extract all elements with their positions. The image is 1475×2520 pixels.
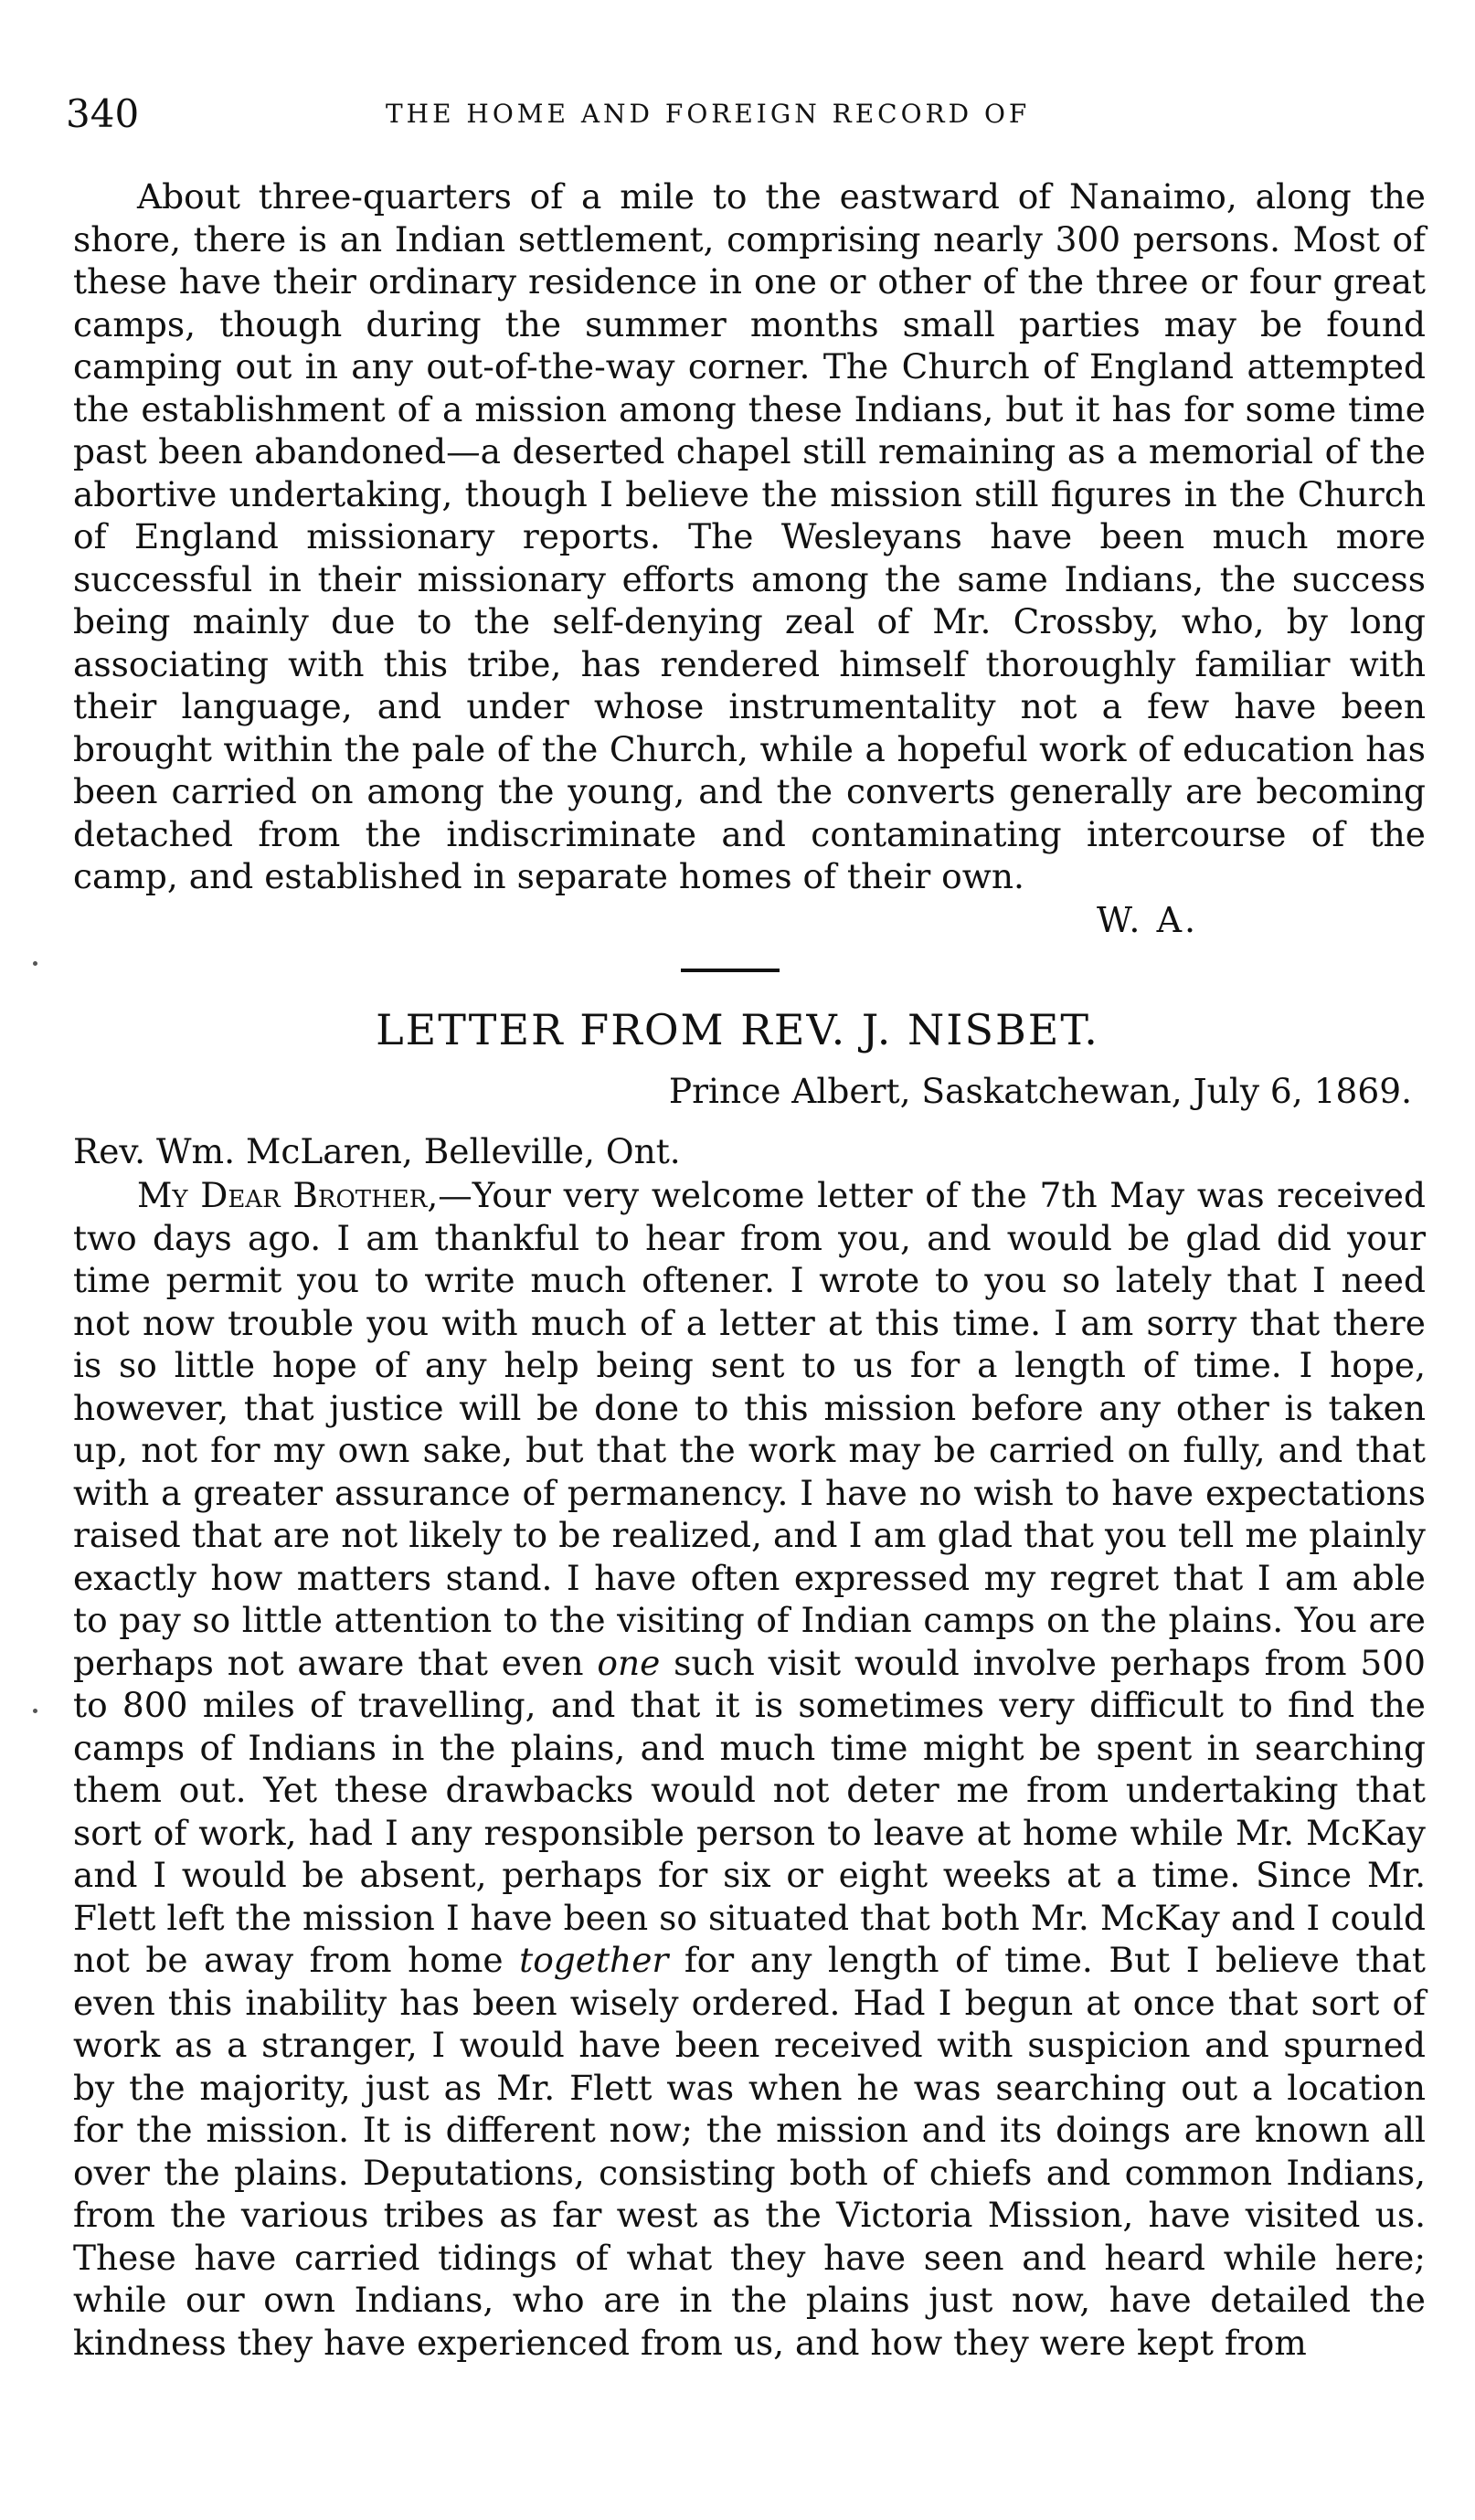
emphasis-one: one: [597, 1642, 661, 1683]
letter-body: [73, 1174, 1426, 2364]
letter-addressee: Rev. Wm. McLaren, Belleville, Ont.: [73, 1131, 681, 1171]
page-header: [66, 91, 1418, 146]
letter-dateline: Prince Albert, Saskatchewan, July 6, 1869.: [668, 1071, 1412, 1111]
margin-mark: [33, 1709, 37, 1713]
letter-text-part-c: for any length of time. But I believe that even this inability has been wisely ordered. Had I begun at once that sort of work as a stranger, I would have been received with suspicion and spurned by the majority, just as Mr. Flett was when he was searching out a location for the mission. It is different now; the mission and its doings are known all over the plains. Deputations, consisting both of chiefs and common Indians, from the various tribes as far west as the Victoria Mission, have visited us. These have carried tidings of what they have seen and heard while here; while our own Indians, who are in the plains just now, have detailed the kindness they have experienced from us, and how they were kept from: [73, 1940, 1426, 2363]
article-signature: W. A.: [1097, 900, 1199, 940]
section-divider: [681, 969, 780, 972]
emphasis-together: together: [519, 1940, 669, 1980]
page-number: 340: [66, 91, 140, 136]
margin-mark: [33, 961, 37, 966]
letter-paragraph: [73, 1174, 1426, 2364]
letter-salutation: My Dear Brother,: [137, 1175, 439, 1215]
running-head: THE HOME AND FOREIGN RECORD OF: [386, 99, 1031, 129]
letter-text-part-a: —Your very welcome letter of the 7th May was received two days ago. I am thankful to hear from you, and would be glad did your time permit you to write much oftener. I wrote to you so lately that I need not now trouble you with much of a letter at this time. I am sorry that there is so little hope of any help being sent to us for a length of time. I hope, however, that justice will be done to this mission before any other is taken up, not for my own sake, but that the work may be carried on fully, and that with a greater assurance of permanency. I have no wish to have expectations raised that are not likely to be realized, and I am glad that you tell me plainly exactly how matters stand. I have often expressed my regret that I am able to pay so little attention to the visiting of Indian camps on the plains. You are perhaps not aware that even: [73, 1175, 1426, 1683]
article-paragraph: About three-quarters of a mile to the eastward of Nanaimo, along the shore, there is an Indian settlement, comprising nearly 300 persons. Most of these have their ordinary residence in one or other of the three or four great camps, though during the summer months small parties may be found camping out in any out-of-the-way corner. The Church of England attempted the establishment of a mission among these Indians, but it has for some time past been abandoned—a deserted chapel still remaining as a memorial of the abortive undertaking, though I believe the mission still figures in the Church of England missionary reports. The Wesleyans have been much more successful in their missionary efforts among the same Indians, the success being mainly due to the self-denying zeal of Mr. Crossby, who, by long associating with this tribe, has rendered himself thoroughly familiar with their language, and under whose instrumentality not a few have been brought within the pale of the Church, while a hopeful work of education has been carried on among the young, and the converts generally are becoming detached from the indiscriminate and contaminating intercourse of the camp, and established in separate homes of their own.: [73, 176, 1426, 896]
letter-text-part-b: such visit would involve perhaps from 500 to 800 miles of travelling, and that it is sometimes very difficult to find the camps of Indians in the plains, and much time might be spent in searching them out. Yet these drawbacks would not deter me from undertaking that sort of work, had I any responsible person to leave at home while Mr. McKay and I would be absent, perhaps for six or eight weeks at a time. Since Mr. Flett left the mission I have been so situated that both Mr. McKay and I could not be away from home: [73, 1642, 1426, 1980]
letter-title: LETTER FROM REV. J. NISBET.: [376, 1005, 1099, 1054]
article-section: [73, 175, 1426, 898]
